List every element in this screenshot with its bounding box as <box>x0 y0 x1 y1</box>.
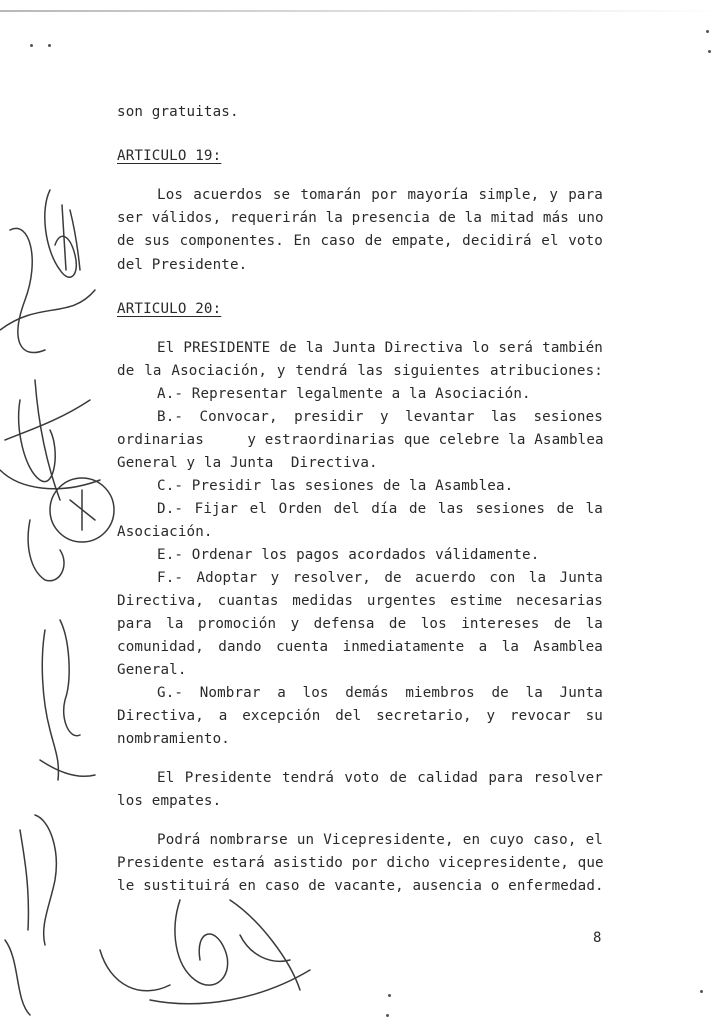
text-line: ordinarias y estraordinarias que celebre la Asamblea <box>117 432 604 448</box>
text-line: G.- Nombrar a los demás miembros de la Junta <box>157 685 603 701</box>
text-line: C.- Presidir las sesiones de la Asamblea. <box>157 478 514 494</box>
scan-speck <box>388 994 391 997</box>
text-line: comunidad, dando cuenta inmediatamente a la Asamblea <box>117 639 603 655</box>
text-line: Los acuerdos se tomarán por mayoría simple, y para <box>157 187 603 203</box>
page-number: 8 <box>593 930 602 946</box>
scan-speck <box>706 30 709 33</box>
text-line: para la promoción y defensa de los intereses de la <box>117 616 603 632</box>
text-line: ser válidos, requerirán la presencia de la mitad más uno <box>117 210 604 226</box>
text-line: son gratuitas. <box>117 104 239 120</box>
text-line: El PRESIDENTE de la Junta Directiva lo será también <box>157 340 603 356</box>
scan-speck <box>700 990 703 993</box>
text-line: Asociación. <box>117 524 213 540</box>
text-line: D.- Fijar el Orden del día de las sesiones de la <box>157 501 603 517</box>
text-line: de la Asociación, y tendrá las siguientes atribuciones: <box>117 363 603 379</box>
article-heading: ARTICULO 20: <box>117 301 222 317</box>
article-heading: ARTICULO 19: <box>117 148 222 164</box>
scan-speck <box>48 44 51 47</box>
scan-speck <box>386 1014 389 1017</box>
text-line: de sus componentes. En caso de empate, decidirá el voto <box>117 233 603 249</box>
text-line: F.- Adoptar y resolver, de acuerdo con la Junta <box>157 570 603 586</box>
text-line: A.- Representar legalmente a la Asociación. <box>157 386 531 402</box>
text-line: General. <box>117 662 187 678</box>
scan-speck <box>30 44 33 47</box>
text-line: nombramiento. <box>117 731 230 747</box>
text-line: Podrá nombrarse un Vicepresidente, en cuyo caso, el <box>157 832 603 848</box>
text-line: El Presidente tendrá voto de calidad para resolver <box>157 770 603 786</box>
text-line: Directiva, cuantas medidas urgentes estime necesarias <box>117 593 603 609</box>
text-line: le sustituirá en caso de vacante, ausencia o enfermedad. <box>117 878 604 894</box>
text-line: B.- Convocar, presidir y levantar las sesiones <box>157 409 603 425</box>
text-line: Presidente estará asistido por dicho vicepresidente, que <box>117 855 604 871</box>
text-line: Directiva, a excepción del secretario, y revocar su <box>117 708 603 724</box>
text-line: E.- Ordenar los pagos acordados válidamente. <box>157 547 540 563</box>
text-line: los empates. <box>117 793 222 809</box>
text-line: General y la Junta Directiva. <box>117 455 378 471</box>
text-line: del Presidente. <box>117 257 248 273</box>
scan-speck <box>708 50 711 53</box>
